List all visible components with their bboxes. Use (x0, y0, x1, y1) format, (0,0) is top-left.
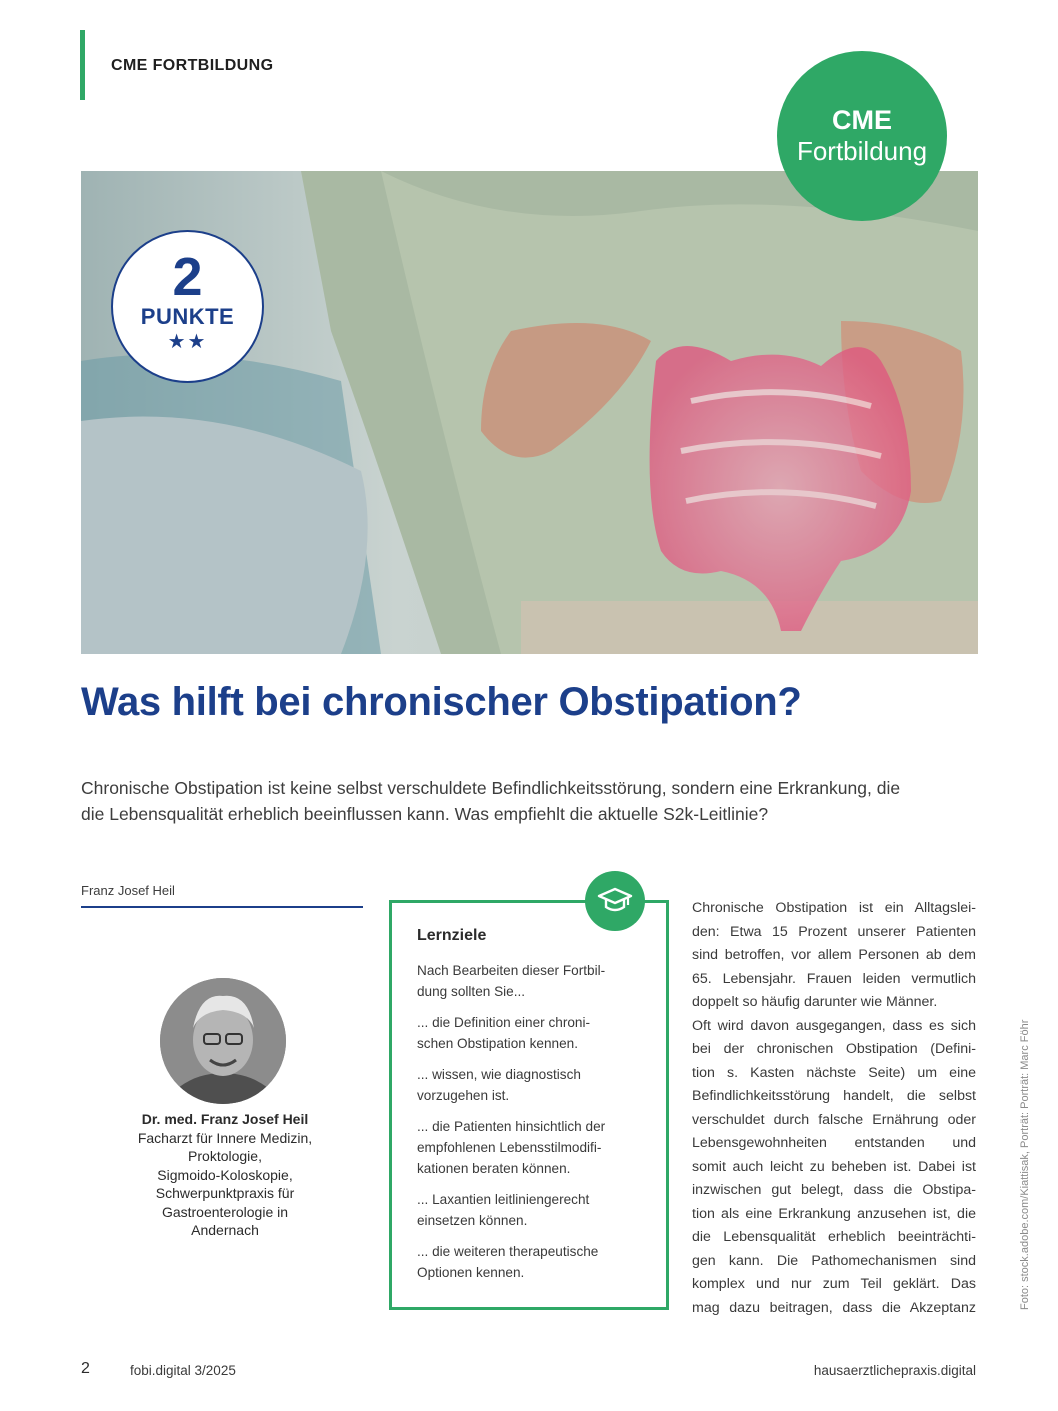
list-item-line: kationen beraten können. (417, 1161, 571, 1176)
cme-badge-line2: Fortbildung (796, 136, 928, 166)
body-line: komplex und nur zum Teil geklärt. Das (692, 1276, 976, 1292)
body-line: Oft wird davon ausgegangen, dass es sich (692, 1017, 976, 1034)
body-line: somit auch leicht zu beheben ist. Dabei ist (692, 1158, 976, 1175)
website-label: hausaerztlichepraxis.digital (813, 1363, 976, 1378)
list-item-line: empfohlenen Lebensstilmodifi- (417, 1140, 602, 1155)
section-label: CME FORTBILDUNG (111, 57, 274, 74)
body-line: verschuldet durch falsche Ernährung oder (692, 1111, 976, 1128)
bio-line: Facharzt für Innere Medizin, (137, 1129, 313, 1146)
list-item (417, 1241, 642, 1283)
body-text (692, 897, 976, 1320)
bio-line: Andernach (191, 1222, 259, 1238)
points-label: PUNKTE (140, 304, 235, 329)
list-item-line: ... Laxantien leitliniengerecht (417, 1192, 590, 1207)
points-stars: ★★ (167, 331, 208, 353)
body-line: doppelt so häufig darunter wie Männer. (692, 994, 938, 1010)
points-badge (111, 230, 264, 383)
cme-badge-line1: CME (832, 105, 892, 135)
author-bio (100, 1110, 350, 1240)
list-item-line: ... die Patienten hinsichtlich der (417, 1119, 606, 1134)
list-item-line: ... die Definition einer chroni- (417, 1015, 591, 1030)
lernziele-title: Lernziele (417, 927, 487, 944)
list-item (417, 1189, 642, 1231)
bio-line: Gastroenterologie in (161, 1203, 289, 1220)
body-line: 65. Lebensjahr. Frauen leiden vermutlich (692, 970, 976, 987)
cme-badge (777, 51, 947, 221)
body-line: Befindlichkeitsstörung handelt, die selbst (692, 1088, 976, 1104)
list-item-line: ... die weiteren therapeutische (417, 1244, 599, 1259)
lernziele-list (417, 960, 642, 1293)
list-item-line: schen Obstipation kennen. (417, 1036, 578, 1051)
body-line: tion s. Kasten nächste Seite) um eine (692, 1064, 976, 1081)
photo-credit: Foto: stock.adobe.com/Kiattisak, Porträt: Porträt: Marc Föhr (1019, 1019, 1031, 1310)
body-line: gen kann. Die Pathomechanismen sind (692, 1252, 976, 1269)
issue-label: fobi.digital 3/2025 (130, 1363, 236, 1378)
section-accent-bar (80, 30, 85, 100)
list-item (417, 1012, 642, 1054)
author-byline: Franz Josef Heil (81, 883, 175, 898)
body-line: inzwischen gut belegt, dass die Obstipa- (692, 1182, 976, 1198)
body-line: die Lebensqualität erheblich beeinträchti- (692, 1229, 976, 1245)
body-line: sind betroffen, vor allem Personen ab dem (692, 947, 976, 963)
lead-line: Chronische Obstipation ist keine selbst verschuldete Befindlichkeitsstörung, sondern eine Erkrankung, die (81, 778, 901, 798)
list-item (417, 1116, 642, 1179)
bio-line: Sigmoido-Koloskopie, (157, 1166, 293, 1183)
body-line: Chronische Obstipation ist ein Alltagslei- (692, 900, 976, 916)
graduation-cap-icon (585, 871, 645, 931)
page-number: 2 (81, 1360, 90, 1377)
author-divider (81, 906, 363, 908)
body-line: den: Etwa 15 Prozent unserer Patienten (692, 923, 976, 940)
list-item-line: ... wissen, wie diagnostisch (417, 1067, 581, 1082)
body-line: bei der chronischen Obstipation (Defini- (692, 1041, 976, 1057)
list-item-line: dung sollten Sie... (417, 984, 526, 999)
list-item (417, 960, 642, 1002)
bio-name: Dr. med. Franz Josef Heil (141, 1111, 309, 1127)
lead-line: die Lebensqualität erheblich beeinflussen kann. Was empfiehlt die aktuelle S2k-Leitlinie? (81, 804, 769, 824)
list-item-line: einsetzen können. (417, 1213, 528, 1228)
author-portrait (160, 978, 286, 1104)
points-number: 2 (172, 247, 203, 307)
list-item-line: vorzugehen ist. (417, 1088, 510, 1103)
body-line: tion als eine Erkrankung anzusehen ist, die (692, 1205, 976, 1222)
list-item (417, 1064, 642, 1106)
article-lead (81, 775, 981, 827)
list-item-line: Nach Bearbeiten dieser Fortbil- (417, 963, 606, 978)
list-item-line: Optionen kennen. (417, 1265, 525, 1280)
article-title: Was hilft bei chronischer Obstipation? (81, 680, 802, 724)
bio-line: Proktologie, (188, 1148, 262, 1164)
body-line: mag dazu beitragen, dass die Akzeptanz (692, 1299, 976, 1316)
bio-line: Schwerpunktpraxis für (155, 1185, 295, 1201)
body-line: Lebensgewohnheiten entstanden und (692, 1135, 976, 1151)
